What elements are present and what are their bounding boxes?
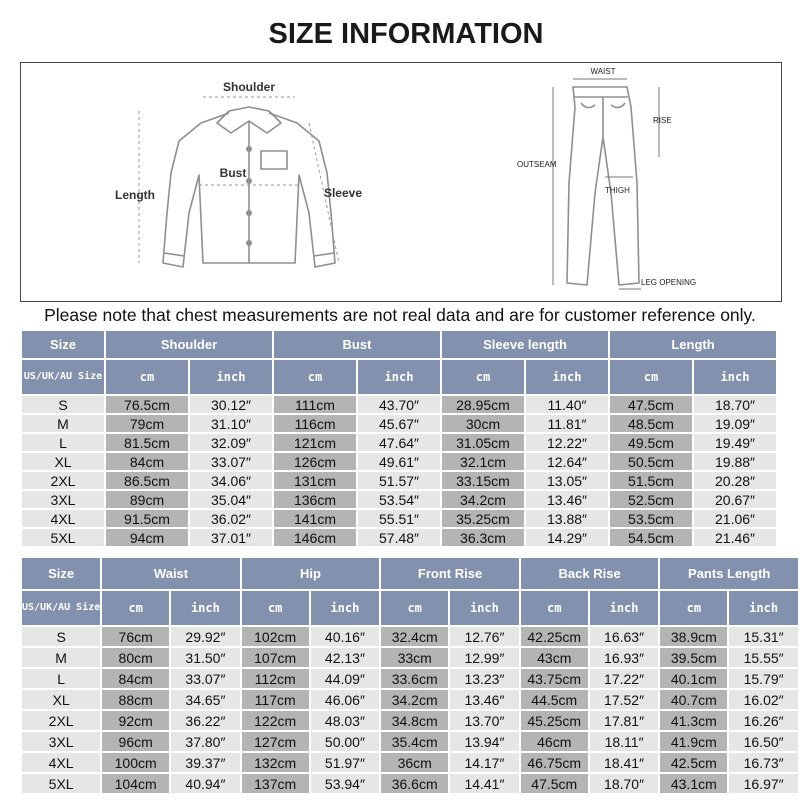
inch-value: 12.76″ (450, 627, 519, 646)
cm-value: 47.5cm (610, 396, 692, 413)
cm-value: 53.5cm (610, 510, 692, 527)
inch-value: 17.81″ (590, 711, 659, 730)
cm-value: 96cm (102, 732, 169, 751)
cm-value: 34.2cm (381, 690, 448, 709)
inch-value: 13.94″ (450, 732, 519, 751)
inch-value: 15.79″ (729, 669, 798, 688)
inch-value: 21.06″ (694, 510, 776, 527)
cm-value: 48.5cm (610, 415, 692, 432)
cm-value: 111cm (274, 396, 356, 413)
cm-value: 89cm (106, 491, 188, 508)
header-pants-length: Pants Length (660, 558, 798, 589)
cm-value: 107cm (242, 648, 309, 667)
inch-value: 14.17″ (450, 753, 519, 772)
cm-value: 112cm (242, 669, 309, 688)
inch-value: 15.31″ (729, 627, 798, 646)
cm-value: 104cm (102, 774, 169, 793)
tops-size-table (20, 329, 778, 548)
inch-value: 13.88″ (526, 510, 608, 527)
inch-value: 13.46″ (526, 491, 608, 508)
table-row (22, 396, 776, 413)
size-label: L (22, 669, 100, 688)
inch-value: 47.64″ (358, 434, 440, 451)
size-label: 5XL (22, 774, 100, 793)
cm-value: 36.3cm (442, 529, 524, 546)
cm-value: 116cm (274, 415, 356, 432)
cm-value: 46cm (521, 732, 588, 751)
inch-value: 15.55″ (729, 648, 798, 667)
inch-value: 11.40″ (526, 396, 608, 413)
inch-value: 12.99″ (450, 648, 519, 667)
inch-value: 18.41″ (590, 753, 659, 772)
cm-value: 126cm (274, 453, 356, 470)
inch-value: 16.93″ (590, 648, 659, 667)
cm-value: 54.5cm (610, 529, 692, 546)
subheader-inch: inch (694, 360, 776, 394)
inch-value: 31.10″ (190, 415, 272, 432)
label-waist: WAIST (590, 67, 616, 76)
header-bust: Bust (274, 331, 440, 358)
subheader-cm: cm (274, 360, 356, 394)
inch-value: 31.50″ (171, 648, 240, 667)
table-row (22, 453, 776, 470)
cm-value: 46.75cm (521, 753, 588, 772)
subheader-size: US/UK/AU Size (22, 591, 100, 625)
inch-value: 36.02″ (190, 510, 272, 527)
inch-value: 40.16″ (311, 627, 380, 646)
measurement-diagram (20, 62, 782, 302)
inch-value: 36.22″ (171, 711, 240, 730)
header-size: Size (22, 331, 104, 358)
cm-value: 51.5cm (610, 472, 692, 489)
subheader-inch: inch (590, 591, 659, 625)
table-row (22, 711, 798, 730)
inch-value: 16.63″ (590, 627, 659, 646)
table-row (22, 648, 798, 667)
inch-value: 37.01″ (190, 529, 272, 546)
subheader-cm: cm (442, 360, 524, 394)
inch-value: 18.70″ (590, 774, 659, 793)
subheader-inch: inch (358, 360, 440, 394)
cm-value: 34.8cm (381, 711, 448, 730)
cm-value: 40.1cm (660, 669, 727, 688)
cm-value: 32.4cm (381, 627, 448, 646)
table-row (22, 491, 776, 508)
cm-value: 41.3cm (660, 711, 727, 730)
subheader-inch: inch (526, 360, 608, 394)
table-row (22, 472, 776, 489)
inch-value: 16.73″ (729, 753, 798, 772)
header-waist: Waist (102, 558, 240, 589)
cm-value: 36.6cm (381, 774, 448, 793)
label-bust: Bust (219, 166, 247, 180)
inch-value: 43.70″ (358, 396, 440, 413)
size-label: 4XL (22, 753, 100, 772)
size-label: 2XL (22, 472, 104, 489)
cm-value: 43cm (521, 648, 588, 667)
cm-value: 131cm (274, 472, 356, 489)
cm-value: 94cm (106, 529, 188, 546)
cm-value: 121cm (274, 434, 356, 451)
inch-value: 16.50″ (729, 732, 798, 751)
cm-value: 35.4cm (381, 732, 448, 751)
label-leg-opening: LEG OPENING (641, 278, 697, 287)
cm-value: 47.5cm (521, 774, 588, 793)
cm-value: 35.25cm (442, 510, 524, 527)
inch-value: 34.06″ (190, 472, 272, 489)
size-label: M (22, 648, 100, 667)
inch-value: 13.46″ (450, 690, 519, 709)
cm-value: 79cm (106, 415, 188, 432)
inch-value: 33.07″ (190, 453, 272, 470)
cm-value: 136cm (274, 491, 356, 508)
inch-value: 49.61″ (358, 453, 440, 470)
cm-value: 81.5cm (106, 434, 188, 451)
header-shoulder: Shoulder (106, 331, 272, 358)
inch-value: 46.06″ (311, 690, 380, 709)
inch-value: 20.67″ (694, 491, 776, 508)
inch-value: 35.04″ (190, 491, 272, 508)
inch-value: 14.41″ (450, 774, 519, 793)
header-hip: Hip (242, 558, 380, 589)
inch-value: 13.23″ (450, 669, 519, 688)
cm-value: 32.1cm (442, 453, 524, 470)
inch-value: 39.37″ (171, 753, 240, 772)
inch-value: 32.09″ (190, 434, 272, 451)
table-row (22, 510, 776, 527)
cm-value: 91.5cm (106, 510, 188, 527)
cm-value: 50.5cm (610, 453, 692, 470)
inch-value: 19.88″ (694, 453, 776, 470)
subheader-cm: cm (610, 360, 692, 394)
cm-value: 31.05cm (442, 434, 524, 451)
diagram-svg (21, 63, 781, 301)
inch-value: 12.22″ (526, 434, 608, 451)
shirt-measure-lines (139, 97, 339, 263)
cm-value: 76cm (102, 627, 169, 646)
subheader-cm: cm (381, 591, 448, 625)
size-label: S (22, 627, 100, 646)
inch-value: 16.97″ (729, 774, 798, 793)
cm-value: 44.5cm (521, 690, 588, 709)
inch-value: 45.67″ (358, 415, 440, 432)
table-row (22, 529, 776, 546)
cm-value: 86.5cm (106, 472, 188, 489)
label-rise: RISE (653, 116, 672, 125)
inch-value: 19.09″ (694, 415, 776, 432)
size-label: S (22, 396, 104, 413)
inch-value: 42.13″ (311, 648, 380, 667)
inch-value: 51.57″ (358, 472, 440, 489)
header-front-rise: Front Rise (381, 558, 519, 589)
inch-value: 50.00″ (311, 732, 380, 751)
table-row (22, 732, 798, 751)
cm-value: 33cm (381, 648, 448, 667)
cm-value: 43.75cm (521, 669, 588, 688)
inch-value: 40.94″ (171, 774, 240, 793)
table-row (22, 669, 798, 688)
size-label: M (22, 415, 104, 432)
subheader-inch: inch (171, 591, 240, 625)
subheader-inch: inch (729, 591, 798, 625)
cm-value: 122cm (242, 711, 309, 730)
inch-value: 20.28″ (694, 472, 776, 489)
cm-value: 30cm (442, 415, 524, 432)
inch-value: 19.49″ (694, 434, 776, 451)
size-label: 4XL (22, 510, 104, 527)
inch-value: 37.80″ (171, 732, 240, 751)
cm-value: 132cm (242, 753, 309, 772)
header-length: Length (610, 331, 776, 358)
table-row (22, 627, 798, 646)
cm-value: 80cm (102, 648, 169, 667)
inch-value: 34.65″ (171, 690, 240, 709)
cm-value: 127cm (242, 732, 309, 751)
subheader-cm: cm (242, 591, 309, 625)
page-title: SIZE INFORMATION (268, 18, 544, 50)
cm-value: 34.2cm (442, 491, 524, 508)
inch-value: 53.54″ (358, 491, 440, 508)
inch-value: 12.64″ (526, 453, 608, 470)
cm-value: 36cm (381, 753, 448, 772)
label-thigh: THIGH (605, 186, 630, 195)
subheader-inch: inch (190, 360, 272, 394)
inch-value: 18.70″ (694, 396, 776, 413)
cm-value: 45.25cm (521, 711, 588, 730)
header-sleeve-length: Sleeve length (442, 331, 608, 358)
size-label: XL (22, 453, 104, 470)
inch-value: 16.26″ (729, 711, 798, 730)
cm-value: 40.7cm (660, 690, 727, 709)
header-size: Size (22, 558, 100, 589)
inch-value: 29.92″ (171, 627, 240, 646)
cm-value: 49.5cm (610, 434, 692, 451)
inch-value: 51.97″ (311, 753, 380, 772)
subheader-cm: cm (660, 591, 727, 625)
shirt-diagram (163, 107, 335, 267)
cm-value: 117cm (242, 690, 309, 709)
label-sleeve: Sleeve (323, 186, 363, 200)
size-label: 3XL (22, 491, 104, 508)
cm-value: 92cm (102, 711, 169, 730)
inch-value: 18.11″ (590, 732, 659, 751)
subheader-cm: cm (102, 591, 169, 625)
inch-value: 14.29″ (526, 529, 608, 546)
cm-value: 84cm (106, 453, 188, 470)
inch-value: 55.51″ (358, 510, 440, 527)
cm-value: 76.5cm (106, 396, 188, 413)
cm-value: 88cm (102, 690, 169, 709)
inch-value: 17.52″ (590, 690, 659, 709)
inch-value: 13.05″ (526, 472, 608, 489)
inch-value: 44.09″ (311, 669, 380, 688)
table-row (22, 415, 776, 432)
inch-value: 13.70″ (450, 711, 519, 730)
table-row (22, 434, 776, 451)
inch-value: 57.48″ (358, 529, 440, 546)
subheader-inch: inch (450, 591, 519, 625)
size-label: XL (22, 690, 100, 709)
cm-value: 38.9cm (660, 627, 727, 646)
inch-value: 21.46″ (694, 529, 776, 546)
reference-note: Please note that chest measurements are not real data and are for customer reference only. (44, 305, 756, 325)
label-shoulder: Shoulder (222, 80, 276, 94)
cm-value: 84cm (102, 669, 169, 688)
cm-value: 52.5cm (610, 491, 692, 508)
label-outseam: OUTSEAM (517, 160, 557, 169)
cm-value: 41.9cm (660, 732, 727, 751)
inch-value: 33.07″ (171, 669, 240, 688)
size-label: L (22, 434, 104, 451)
cm-value: 141cm (274, 510, 356, 527)
cm-value: 43.1cm (660, 774, 727, 793)
inch-value: 11.81″ (526, 415, 608, 432)
table-row (22, 753, 798, 772)
subheader-cm: cm (106, 360, 188, 394)
cm-value: 28.95cm (442, 396, 524, 413)
cm-value: 100cm (102, 753, 169, 772)
inch-value: 48.03″ (311, 711, 380, 730)
pants-size-table (20, 556, 800, 795)
cm-value: 102cm (242, 627, 309, 646)
cm-value: 39.5cm (660, 648, 727, 667)
subheader-inch: inch (311, 591, 380, 625)
inch-value: 30.12″ (190, 396, 272, 413)
table-row (22, 774, 798, 793)
inch-value: 17.22″ (590, 669, 659, 688)
cm-value: 42.25cm (521, 627, 588, 646)
cm-value: 33.15cm (442, 472, 524, 489)
subheader-cm: cm (521, 591, 588, 625)
cm-value: 33.6cm (381, 669, 448, 688)
cm-value: 146cm (274, 529, 356, 546)
size-label: 2XL (22, 711, 100, 730)
table-row (22, 690, 798, 709)
inch-value: 53.94″ (311, 774, 380, 793)
label-length: Length (115, 188, 155, 202)
cm-value: 137cm (242, 774, 309, 793)
size-label: 5XL (22, 529, 104, 546)
size-label: 3XL (22, 732, 100, 751)
subheader-size: US/UK/AU Size (22, 360, 104, 394)
header-back-rise: Back Rise (521, 558, 659, 589)
inch-value: 16.02″ (729, 690, 798, 709)
cm-value: 42.5cm (660, 753, 727, 772)
